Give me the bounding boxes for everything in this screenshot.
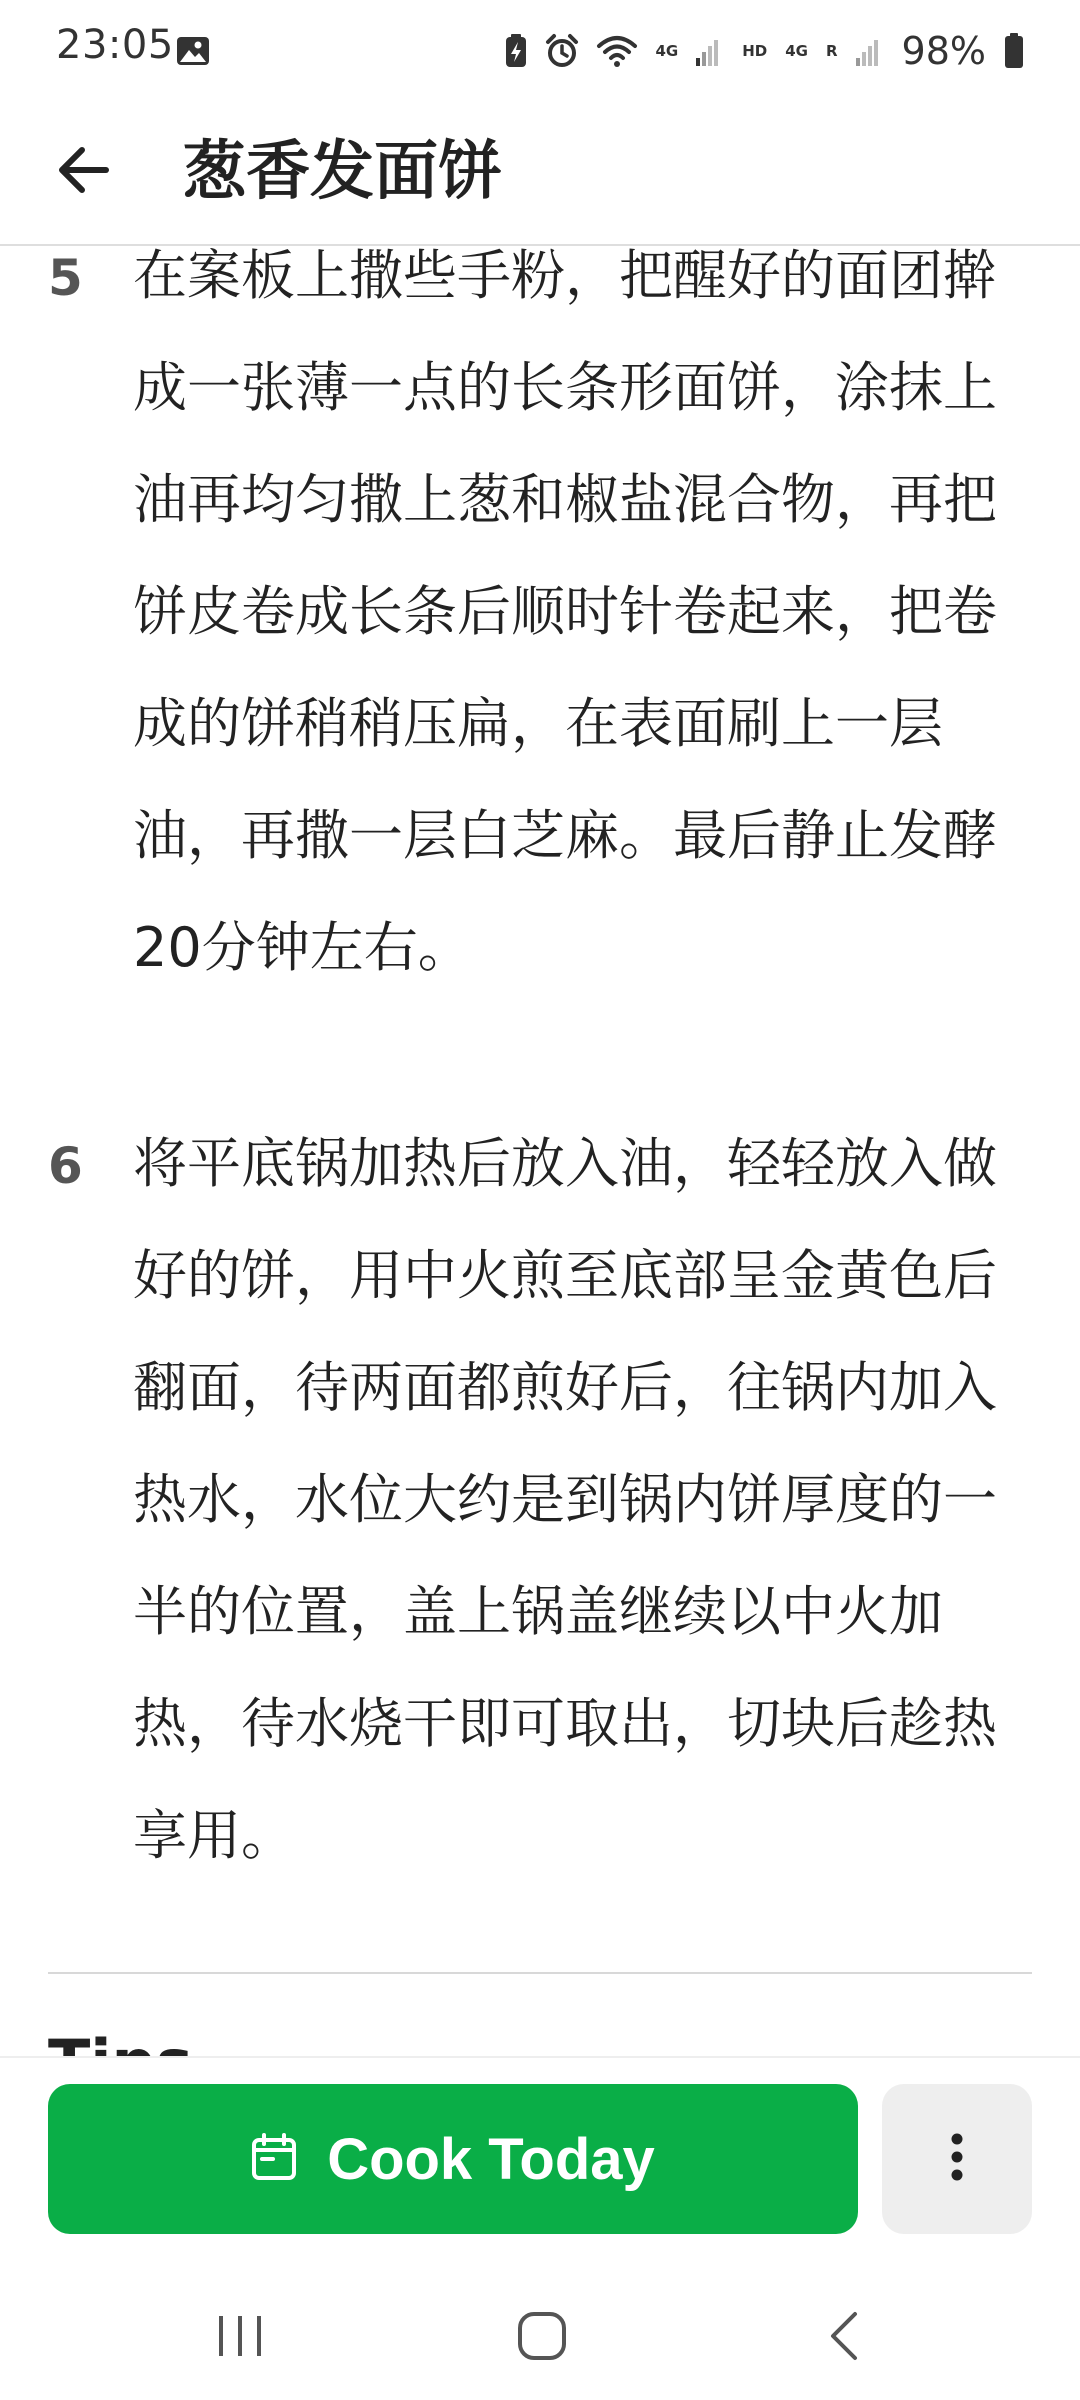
hd-label: HD <box>742 41 768 60</box>
home-button[interactable] <box>482 2296 602 2380</box>
step-text: 将平底锅加热后放入油，轻轻放入做好的饼，用中火煎至底部呈金黄色后翻面，待两面都煎好后，往锅内加入热水，水位大约是到锅内饼厚度的一半的位置，盖上锅盖继续以中火加热，待水烧干即可取出，切块后趁热享用。 <box>133 1132 997 1867</box>
more-vertical-icon <box>950 2132 964 2186</box>
more-options-button[interactable] <box>882 2084 1032 2234</box>
calendar-icon <box>251 2133 297 2185</box>
recent-apps-icon <box>215 2314 265 2362</box>
network-type-1: 4G <box>655 41 679 60</box>
system-nav-bar <box>0 2276 1080 2400</box>
back-button[interactable] <box>44 132 124 212</box>
alarm-icon <box>545 34 579 68</box>
status-time: 23:05 <box>56 22 174 68</box>
status-icons <box>505 28 1024 74</box>
divider <box>48 1972 1032 1974</box>
arrow-left-icon <box>56 142 112 202</box>
battery-saver-icon <box>505 34 527 68</box>
battery-percent: 98% <box>901 29 986 73</box>
back-nav-button[interactable] <box>784 2296 904 2380</box>
step-text: 在案板上撒些手粉，把醒好的面团擀成一张薄一点的长条形面饼，涂抹上油再均匀撒上葱和椒盐混合物，再把饼皮卷成长条后顺时针卷起来，把卷成的饼稍稍压扁，在表面刷上一层油，再撒一层白芝麻。最后静止发酵20分钟左右。 <box>133 244 997 979</box>
step-number: 6 <box>48 1137 83 1195</box>
signal-icon <box>696 36 724 66</box>
wifi-icon <box>597 34 637 68</box>
cook-today-button[interactable] <box>48 2084 858 2234</box>
network-type-2: 4G <box>785 41 808 60</box>
back-nav-icon <box>827 2310 861 2366</box>
home-icon <box>516 2310 568 2366</box>
recipe-steps-content[interactable] <box>0 246 1080 2056</box>
bottom-action-bar <box>0 2056 1080 2278</box>
signal-icon <box>856 36 884 66</box>
gallery-icon <box>176 36 210 70</box>
recent-apps-button[interactable] <box>180 2296 300 2380</box>
cook-today-label: Cook Today <box>327 2126 655 2192</box>
battery-icon <box>1004 33 1024 69</box>
step-number: 5 <box>48 249 83 307</box>
page-title: 葱香发面饼 <box>182 135 502 209</box>
roaming-indicator: R <box>825 41 838 60</box>
status-bar <box>0 0 1080 100</box>
